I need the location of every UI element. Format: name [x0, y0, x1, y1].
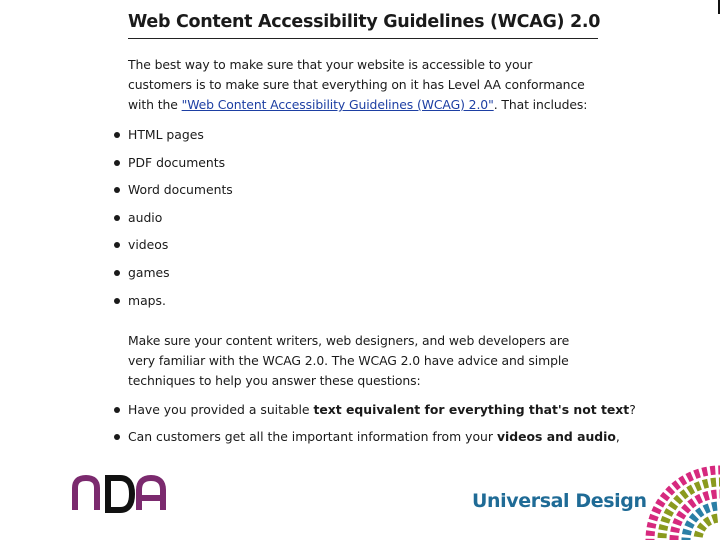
advice-paragraph: Make sure your content writers, web designers, and web developers are very familiar with the WCAG 2.0. The WCAG 2.0 have advice and simple techniques to help you answer these questions:: [128, 333, 570, 389]
list-item: [128, 154, 598, 182]
nda-logo-n: [75, 478, 97, 510]
list-item-label: audio: [128, 209, 163, 225]
bullet-icon: [114, 270, 120, 276]
page-title: Web Content Accessibility Guidelines (WCAG) 2.0: [128, 12, 598, 39]
list-item-label: HTML pages: [128, 127, 204, 142]
question-emphasis: text equivalent for everything that's not text: [313, 402, 630, 418]
list-item: [128, 209, 598, 237]
document-body: [128, 12, 636, 455]
question-emphasis: videos and audio: [496, 429, 616, 445]
question-text-end: ,: [615, 429, 620, 445]
nda-logo-a: [139, 478, 163, 510]
bullet-icon: [114, 242, 120, 248]
ud-rings: [650, 470, 720, 540]
list-item-label: Word documents: [128, 182, 233, 198]
bullet-icon: [114, 187, 120, 193]
intro-paragraph: [128, 55, 598, 115]
bullet-icon: [114, 407, 120, 413]
list-item-label: games: [128, 264, 170, 280]
list-item-label: PDF documents: [128, 154, 226, 170]
list-item: [128, 126, 598, 154]
list-item: [128, 292, 598, 320]
question-item: [128, 401, 636, 428]
list-item-label: maps.: [128, 292, 166, 308]
bullet-icon: [114, 434, 120, 440]
bullet-icon: [114, 132, 120, 138]
intro-text-end: . That includes:: [493, 97, 588, 112]
bullet-icon: [114, 215, 120, 221]
intro-text: The best way to make sure that your website is accessible to your customers is to make sure that everything on it has Level AA conformance with the: [128, 57, 585, 112]
nda-logo-d: [108, 478, 132, 510]
question-text: Can customers get all the important information from your: [128, 429, 497, 445]
list-item: [128, 264, 598, 292]
ud-ring-inner: [698, 518, 720, 540]
bullet-icon: [114, 160, 120, 166]
list-item-label: videos: [128, 237, 169, 253]
list-item: [128, 236, 598, 264]
universal-design-graphic: [640, 456, 720, 540]
universal-design-label: Universal Design: [472, 490, 647, 512]
bullet-icon: [114, 298, 120, 304]
questions-list: [128, 401, 636, 455]
list-item: [128, 181, 598, 209]
wcag-link[interactable]: "Web Content Accessibility Guidelines (WCAG) 2.0": [181, 97, 494, 112]
question-item: [128, 428, 620, 455]
question-text: Have you provided a suitable: [128, 402, 314, 418]
content-types-list: [128, 126, 598, 319]
question-text-end: ?: [629, 402, 636, 418]
nda-logo: [72, 474, 172, 514]
